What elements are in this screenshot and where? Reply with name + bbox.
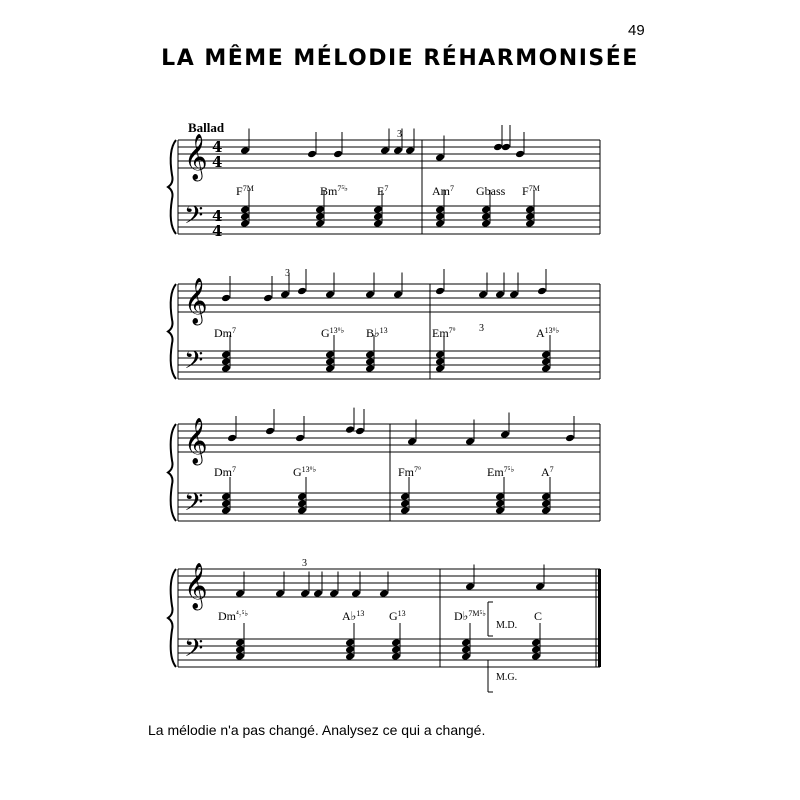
notehead [435,153,445,162]
svg-text:G13: $G^{13}$ [389,609,406,623]
notehead [345,638,355,647]
bass-clef-icon: 𝄢 [184,488,204,523]
notehead [297,492,307,501]
notehead [240,205,250,214]
notehead [221,506,231,515]
notehead [481,212,491,221]
bass-clef-icon: 𝄢 [184,634,204,669]
notehead [405,146,415,155]
notehead [265,427,275,436]
svg-text:G13⁹♭: $G^{13^9♭}$ [321,326,345,340]
notehead [541,364,551,373]
notehead [345,425,355,434]
notehead [221,294,231,303]
notehead [221,492,231,501]
notehead [525,212,535,221]
treble-clef-icon: 𝄞 [184,278,208,324]
triplet-mark: 3 [302,558,307,569]
brace [168,569,176,667]
notehead [365,357,375,366]
notehead [495,492,505,501]
notehead [435,364,445,373]
svg-text:Dm⁴₇⁵♭: $Dm^{^4_7^5♭}$ [218,609,249,623]
notehead [240,146,250,155]
notehead [435,357,445,366]
treble-clef-icon: 𝄞 [184,418,208,464]
notehead [495,506,505,515]
notehead [297,506,307,515]
notehead [465,437,475,446]
svg-text:A♭13: A♭$^{13}$ [342,609,365,623]
notehead [235,645,245,654]
notehead [315,205,325,214]
chord-symbol [377,184,388,198]
svg-text:C: C [534,609,543,623]
notehead [373,219,383,228]
notehead [227,434,237,443]
triplet-mark: 3 [285,268,290,279]
notehead [535,582,545,591]
notehead [465,582,475,591]
svg-text:F7M: $F^{7M}$ [522,184,540,198]
notehead [263,294,273,303]
notehead [400,506,410,515]
notehead [393,290,403,299]
notehead [525,219,535,228]
notehead [280,290,290,299]
svg-text:A7: $A^7$ [541,465,554,479]
svg-text:B♭13: B♭$^{13}$ [366,326,388,340]
notehead [435,219,445,228]
chord-symbol [476,184,506,198]
right-hand-mark: M.D. [496,620,518,631]
notehead [380,146,390,155]
notehead [393,146,403,155]
notehead [235,638,245,647]
notehead [400,492,410,501]
notehead [435,212,445,221]
page-title: LA MÊME MÉLODIE RÉHARMONISÉE [161,46,639,71]
chord-symbol [536,326,559,340]
notehead [345,645,355,654]
notehead [373,212,383,221]
notehead [541,506,551,515]
notehead [329,589,339,598]
tempo-marking: Ballad [188,120,225,135]
treble-clef-icon: 𝄞 [184,134,208,180]
triplet-mark: 3 [397,129,402,140]
time-signature-bottom-bass: 4 [212,222,223,240]
notehead [461,652,471,661]
chord-symbol [366,326,388,340]
notehead [509,290,519,299]
notehead [235,589,245,598]
notehead [221,364,231,373]
notehead [345,652,355,661]
notehead [481,205,491,214]
time-signature-top-treble: 4 [212,138,223,156]
notehead [379,589,389,598]
chord-symbol [522,184,540,198]
notehead [297,499,307,508]
notehead [435,205,445,214]
notehead [435,287,445,296]
notehead [275,589,285,598]
notehead [541,492,551,501]
svg-text:Gbass: Gbass [476,184,506,198]
notehead [400,499,410,508]
chord-symbol [541,465,554,479]
notehead [515,150,525,159]
notehead [295,434,305,443]
notehead [333,150,343,159]
notehead [315,219,325,228]
brace [168,140,176,234]
notehead [537,287,547,296]
notehead [531,652,541,661]
notehead [365,290,375,299]
notehead [235,652,245,661]
chord-symbol [214,326,236,340]
notehead [221,357,231,366]
treble-clef-icon: 𝄞 [184,563,208,609]
notehead [373,205,383,214]
caption-text: La mélodie n'a pas changé. Analysez ce qui a changé. [148,722,486,738]
notehead [500,430,510,439]
notehead [493,143,503,152]
notehead [541,357,551,366]
notehead [391,645,401,654]
notehead [461,638,471,647]
chord-symbol [389,609,406,623]
svg-text:A13⁹♭: $A^{13^9♭}$ [536,326,560,340]
chord-symbol [214,465,236,479]
notehead [365,364,375,373]
svg-text:F7M: $F^{7M}$ [236,184,254,198]
notehead [525,205,535,214]
svg-text:G13⁹♭: $G^{13^9♭}$ [293,465,317,479]
notehead [541,499,551,508]
svg-text:E7: $E^7$ [377,184,389,198]
notehead [565,434,575,443]
notehead [325,364,335,373]
time-signature-top-bass: 4 [212,207,223,225]
svg-text:Am7: Am$^7$ [432,184,454,198]
notehead [240,212,250,221]
chord-symbol [236,184,254,198]
bass-clef-icon: 𝄢 [184,346,204,381]
notehead [481,219,491,228]
time-signature-bottom-treble: 4 [212,153,223,171]
brace [168,424,176,521]
notehead [313,589,323,598]
svg-text:Bm7⁵♭: $Bm^{7^5♭}$ [320,184,348,198]
chord-symbol [342,609,364,623]
notehead [325,357,335,366]
triplet-mark: 3 [479,323,484,334]
notehead [541,350,551,359]
chord-symbol [432,184,454,198]
svg-text:Dm7: Dm$^7$ [214,326,236,340]
chord-symbol [321,326,344,340]
final-barline [598,569,601,667]
notehead [365,350,375,359]
chord-symbol [398,465,421,479]
notehead [355,427,365,436]
svg-text:Fm7⁹: $Fm^{7^9}$ [398,465,421,479]
left-hand-mark: M.G. [496,672,518,683]
bass-clef-icon: 𝄢 [184,201,204,236]
notehead [325,350,335,359]
svg-text:Em7⁹: $Em^{7^9}$ [432,326,456,340]
brace [168,284,176,379]
notehead [531,645,541,654]
notehead [221,499,231,508]
notehead [391,652,401,661]
chord-symbol [218,609,248,623]
notehead [351,589,361,598]
notehead [501,143,511,152]
chord-symbol [487,465,514,479]
page-number: 49 [628,22,645,39]
notehead [325,290,335,299]
svg-text:Em7⁵♭: $Em^{7^5♭}$ [487,465,515,479]
svg-text:D♭7M⁵♭: D♭$^{7M^5♭}$ [454,609,487,623]
notehead [297,287,307,296]
notehead [495,290,505,299]
svg-text:Dm7: Dm$^7$ [214,465,236,479]
notehead [391,638,401,647]
chord-symbol [534,609,542,623]
notehead [435,350,445,359]
notehead [478,290,488,299]
notehead [531,638,541,647]
notehead [240,219,250,228]
notehead [461,645,471,654]
notehead [300,589,310,598]
chord-symbol [293,465,316,479]
chord-symbol [454,609,486,623]
notehead [407,437,417,446]
notehead [495,499,505,508]
notehead [221,350,231,359]
notehead [315,212,325,221]
notehead [307,150,317,159]
